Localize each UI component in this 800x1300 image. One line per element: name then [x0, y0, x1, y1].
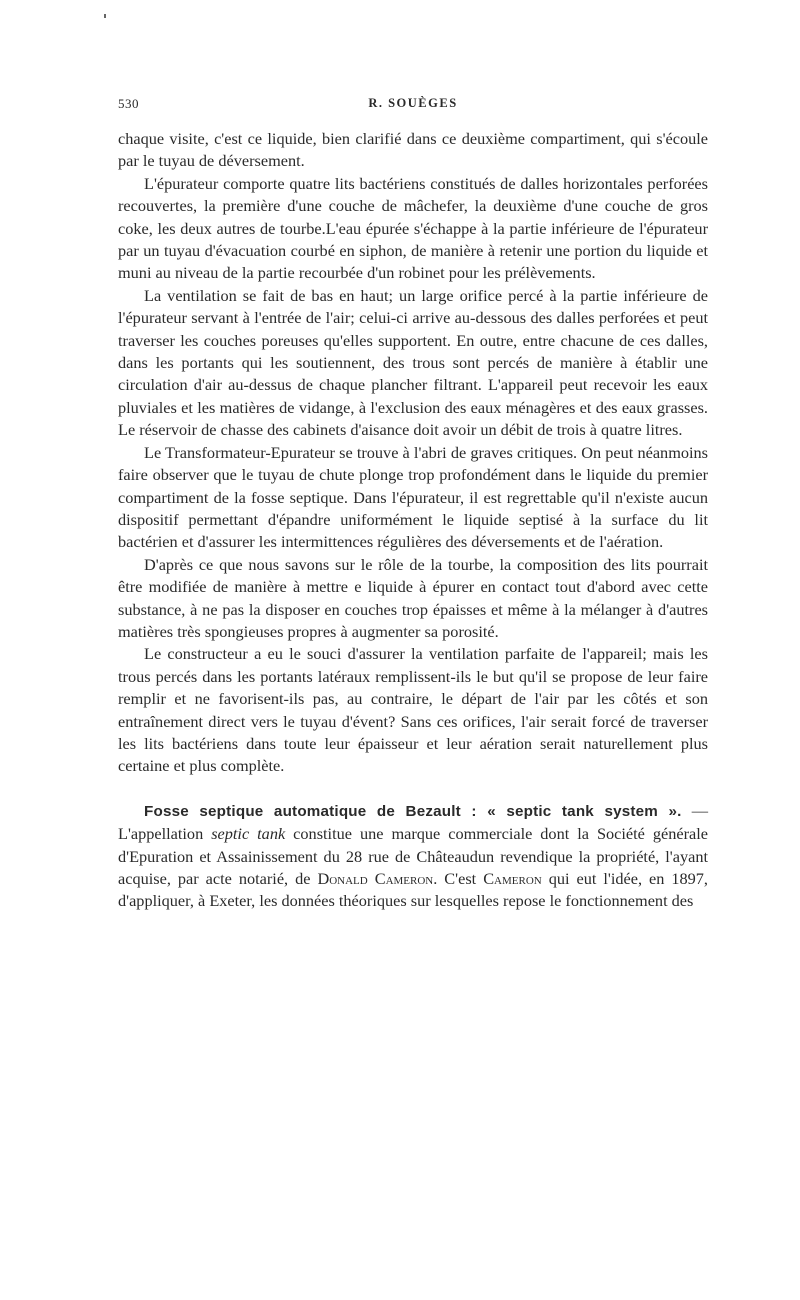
paragraph-ventilation: La ventilation se fait de bas en haut; un large orifice percé à la partie inférieure de l'épurateur servant à l'entrée de l'air; celui-ci arrive au-dessous des dalles perforées et peut traverser les couches poreuses qu'elles supportent. En outre, entre chacune de ces dalles, dans les portants qui les soutiennent, des trous sont percés de manière à établir une circulation d'air au-dessus de chaque plancher filtrant. L'appareil peut recevoir les eaux pluviales et les matières de vidange, à l'exclusion des eaux ménagères et des eaux grasses. Le réservoir de chasse des cabinets d'aisance doit avoir un débit de trois à quatre litres. — [118, 285, 708, 440]
section-text-1: L'appellation — [118, 824, 212, 844]
section-text-4: qui eut l'idée, en 1897, d'appliquer, à Exeter, les données théoriques sur lesquelles repose le fonctionnement des — [118, 869, 709, 911]
paragraph-epurateur: L'épurateur comporte quatre lits bactériens constitués de dalles horizontales perforées recouvertes, la première d'une couche de mâchefer, la deuxième d'une couche de gros coke, les deux autres de tourbe.L'eau épurée s'échappe à la partie inférieure de l'épurateur par un tuyau d'évacuation courbé en siphon, de manière à retenir une portion du liquide et muni au niveau de la partie recourbée d'un robinet pour les prélèvements. — [118, 173, 708, 283]
section-italic-term: septic tank — [211, 824, 286, 844]
body-text — [118, 128, 708, 913]
page-number: 530 — [118, 96, 139, 111]
paragraph-constructeur: Le constructeur a eu le souci d'assurer la ventilation parfaite de l'appareil; mais les trous percés dans les portants latéraux remplissent-ils le but qu'il se propose de leur faire remplir et ne favorisent-ils pas, au contraire, le départ de l'air par les côtés et son entraînement direct vers le tuyau d'évent? Sans ces orifices, l'air serait forcé de traverser les lits bactériens dans toute leur épaisseur et leur aération serait naturellement plus certaine et plus complète. — [118, 644, 708, 776]
paragraph-tourbe: D'après ce que nous savons sur le rôle de la tourbe, la composition des lits pourrait être modifiée de manière à mettre e liquide à épurer en contact tout d'abord avec cette substance, à ne pas la disposer en couches trop épaisses et même à la mélanger à d'autres matières très spongieuses propres à augmenter sa porosité. — [118, 554, 708, 641]
paragraph-critiques: Le Transformateur-Epurateur se trouve à l'abri de graves critiques. On peut néanmoins faire observer que le tuyau de chute plonge trop profondément dans le liquide du premier compartiment de la fosse septique. Dans l'épurateur, il est regrettable qu'il n'existe aucun dispositif permettant d'épandre uniformément le liquide septisé à la surface du lit bactérien et d'assurer les intermittences régulières des déversements et de l'aération. — [118, 442, 708, 552]
paragraph-continuation: chaque visite, c'est ce liquide, bien clarifié dans ce deuxième compartiment, qui s'écoule par le tuyau de déversement. — [118, 129, 708, 171]
running-author: R. SOUÈGES — [368, 96, 458, 110]
section-dash: — — [681, 800, 708, 820]
running-header — [118, 96, 708, 118]
section-text-2: constitue une marque commerciale dont la Société générale d'Epuration et Assainissement du 28 rue de Châteaudun revendique la propriété, l'ayant acquise, par acte notarié, de — [118, 824, 708, 888]
paragraph-septic-tank — [118, 800, 708, 913]
person-name-cameron: Cameron — [483, 869, 542, 888]
section-title: Fosse septique automatique de Bezault : « septic tank system ». — [144, 802, 682, 820]
section-text-3: . C'est — [433, 869, 484, 888]
print-speck — [104, 14, 106, 18]
person-name-donald-cameron: Donald Cameron — [317, 869, 434, 888]
